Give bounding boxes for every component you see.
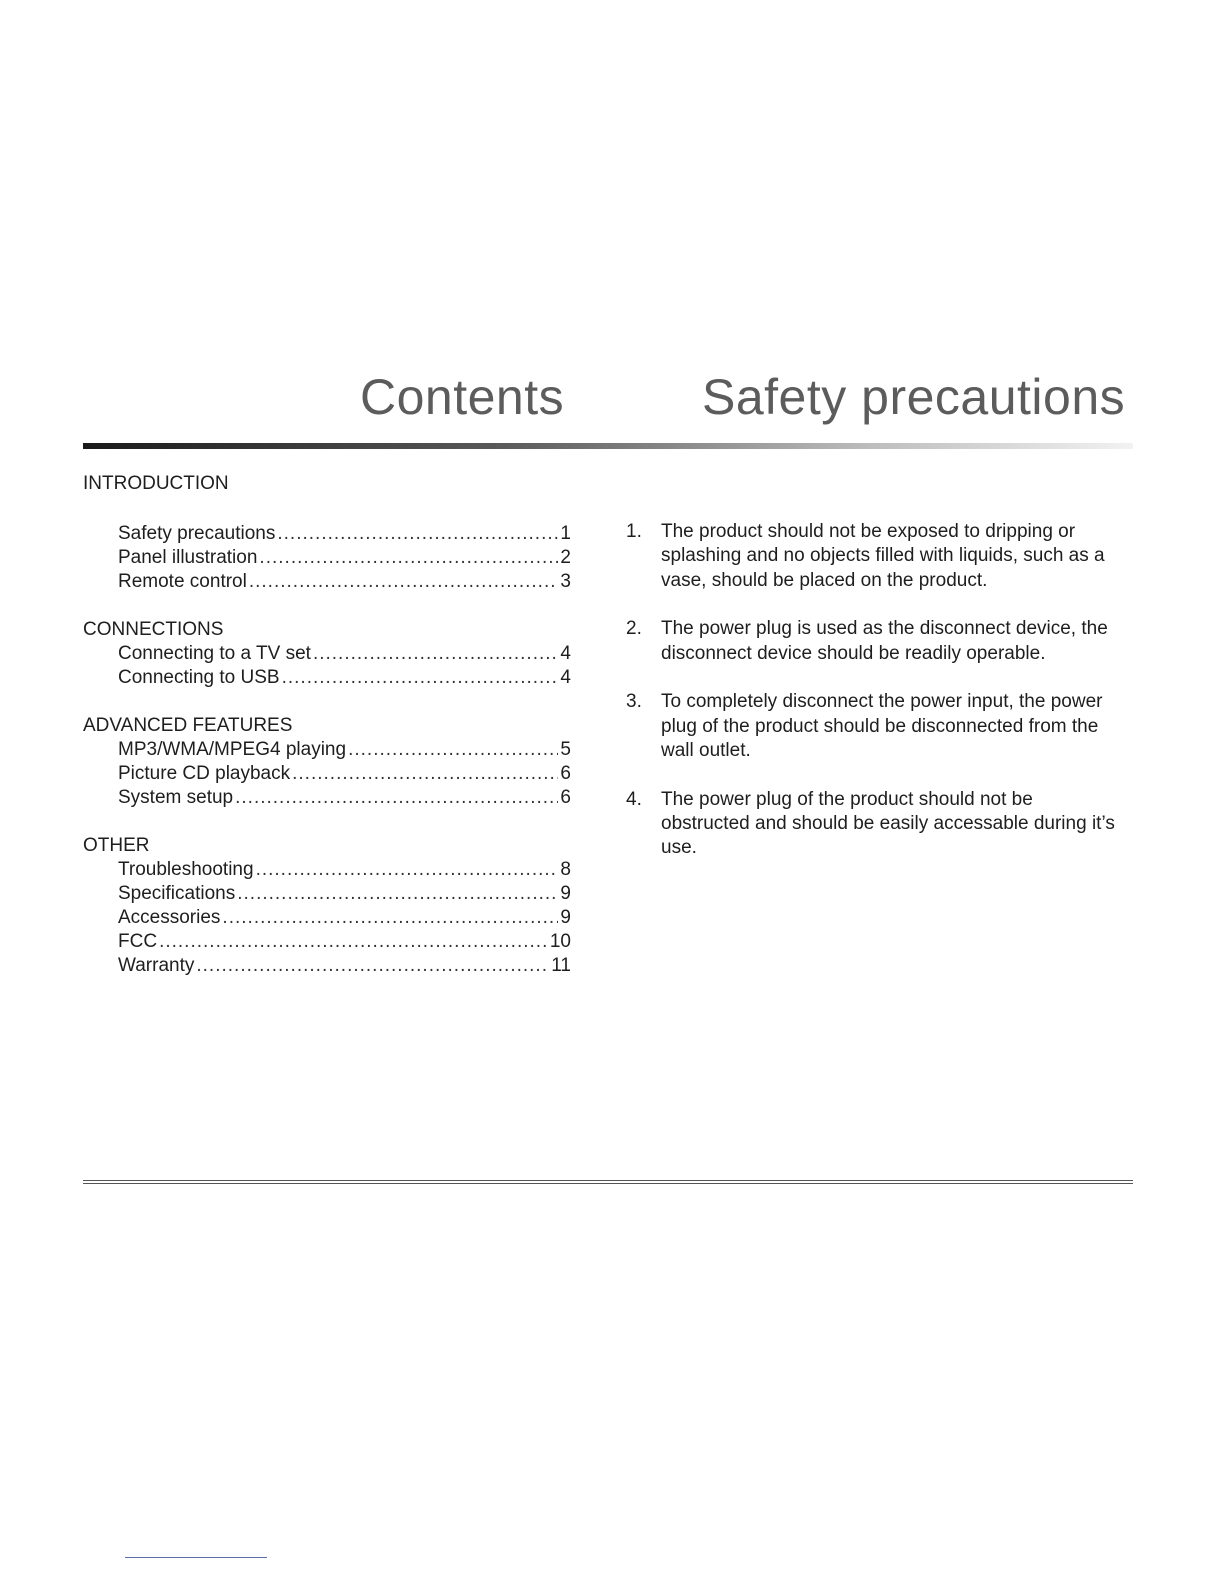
toc-section-advanced-features <box>83 714 571 810</box>
toc-entry-page: 4 <box>560 667 571 688</box>
safety-item-text: To completely disconnect the power input, the power plug of the product should be disconnected from the wall outlet. <box>661 691 1103 762</box>
toc-leader-dots <box>277 522 558 546</box>
toc-entry-label: Safety precautions <box>118 523 276 544</box>
toc-section-other <box>83 834 571 978</box>
toc-entry-label: Picture CD playback <box>118 763 291 784</box>
footer-underline-mark <box>125 1557 267 1558</box>
toc-leader-dots <box>196 954 549 978</box>
toc-entry[interactable] <box>83 570 571 594</box>
toc-section-heading: ADVANCED FEATURES <box>83 715 293 736</box>
toc-section-heading: INTRODUCTION <box>83 473 229 494</box>
toc-entry[interactable] <box>83 882 571 906</box>
safety-item <box>626 617 1126 666</box>
safety-item-text: The power plug of the product should not be obstructed and should be easily accessable during it’s use. <box>661 788 1115 859</box>
toc-entry-page: 9 <box>560 907 571 928</box>
toc-section-connections <box>83 618 571 690</box>
toc-entry-label: Accessories <box>118 907 221 928</box>
footer-double-rule <box>83 1180 1133 1184</box>
toc-entry-page: 10 <box>549 931 571 952</box>
toc-entry-label: Remote control <box>118 571 247 592</box>
toc-entry-page: 4 <box>560 643 571 664</box>
safety-item-number: 4. <box>626 788 642 810</box>
toc-spacer <box>83 810 571 834</box>
toc-entry-page: 6 <box>560 787 571 808</box>
toc-entry-page: 8 <box>560 859 571 880</box>
toc-entry[interactable] <box>83 930 571 954</box>
toc-leader-dots <box>235 786 558 810</box>
toc-spacer <box>83 594 571 618</box>
toc-entry-label: Panel illustration <box>118 547 258 568</box>
toc-leader-dots <box>259 546 558 570</box>
toc-leader-dots <box>222 906 558 930</box>
toc-entry[interactable] <box>83 762 571 786</box>
toc-entry-label: System setup <box>118 787 234 808</box>
toc-entry-page: 1 <box>560 523 571 544</box>
toc-entry-label: Connecting to a TV set <box>118 643 311 664</box>
safety-item-number: 2. <box>626 618 642 640</box>
safety-item-number: 3. <box>626 691 642 713</box>
toc-entry-page: 2 <box>560 547 571 568</box>
safety-item <box>626 520 1126 593</box>
toc-entry-page: 6 <box>560 763 571 784</box>
safety-item <box>626 690 1126 763</box>
toc-entry[interactable] <box>83 546 571 570</box>
toc-entry-label: FCC <box>118 931 158 952</box>
toc-entry[interactable] <box>83 786 571 810</box>
safety-item-text: The product should not be exposed to dripping or splashing and no objects filled with liquids, such as a vase, should be placed on the product. <box>661 521 1105 591</box>
safety-item <box>626 788 1126 861</box>
toc-leader-dots <box>237 882 558 906</box>
safety-precautions-title: Safety precautions <box>702 369 1126 425</box>
toc-entry-page: 11 <box>551 955 571 976</box>
toc-entry-page: 5 <box>560 739 571 760</box>
toc-leader-dots <box>159 930 548 954</box>
toc-entry-label: Connecting to USB <box>118 667 280 688</box>
toc-entry-label: Specifications <box>118 883 236 904</box>
safety-precautions-list <box>626 520 1126 885</box>
table-of-contents <box>83 472 571 978</box>
toc-spacer <box>83 690 571 714</box>
toc-leader-dots <box>282 666 559 690</box>
toc-leader-dots <box>256 858 559 882</box>
safety-item-number: 1. <box>626 521 642 542</box>
toc-section-heading: OTHER <box>83 835 150 856</box>
toc-leader-dots <box>249 570 559 594</box>
toc-entry-label: Warranty <box>118 955 195 976</box>
safety-item-text: The power plug is used as the disconnect device, the disconnect device should be readily operable. <box>661 618 1108 664</box>
toc-entry[interactable] <box>83 906 571 930</box>
toc-entry[interactable] <box>83 954 571 978</box>
contents-title: Contents <box>360 369 565 425</box>
toc-entry[interactable] <box>83 738 571 762</box>
toc-leader-dots <box>313 642 558 666</box>
toc-entry[interactable] <box>83 858 571 882</box>
toc-entry-label: Troubleshooting <box>118 859 254 880</box>
toc-entry[interactable] <box>83 642 571 666</box>
toc-entry-page: 9 <box>560 883 571 904</box>
toc-leader-dots <box>292 762 558 786</box>
toc-entry-page: 3 <box>560 571 571 592</box>
toc-section-introduction <box>83 472 571 594</box>
toc-leader-dots <box>348 738 558 762</box>
toc-spacer <box>83 496 571 522</box>
toc-section-heading: CONNECTIONS <box>83 619 224 640</box>
header-gradient-rule <box>83 443 1133 449</box>
toc-entry[interactable] <box>83 522 571 546</box>
toc-entry-label: MP3/WMA/MPEG4 playing <box>118 739 347 760</box>
toc-entry[interactable] <box>83 666 571 690</box>
